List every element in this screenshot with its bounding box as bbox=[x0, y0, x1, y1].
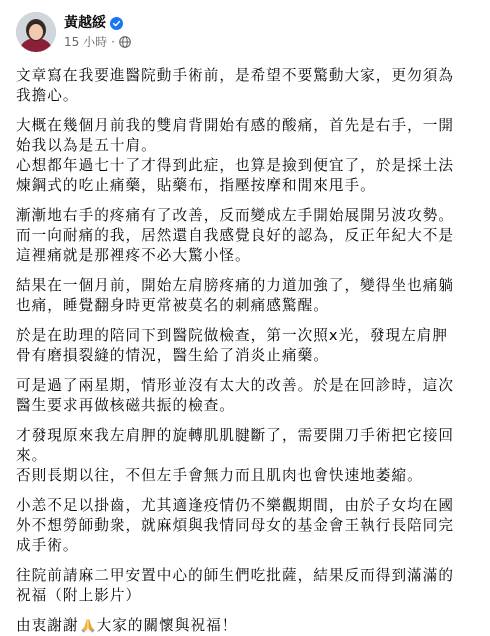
author-avatar[interactable] bbox=[16, 12, 56, 52]
avatar-portrait-icon bbox=[16, 12, 56, 52]
closing-text-after: 大家的關懷與祝福！ bbox=[96, 617, 238, 634]
paragraph-line: 否則長期以往，不但左手會無力而且肌肉也會快速地萎縮。 bbox=[16, 467, 423, 484]
paragraph-line: 往院前請麻二甲安置中心的師生們吃批薩，結果反而得到滿滿的祝福（附上影片） bbox=[16, 567, 455, 604]
paragraph-line: 文章寫在我要進醫院動手術前，是希望不要驚動大家，更勿須為我擔心。 bbox=[16, 67, 455, 104]
paragraph-line: 而一向耐痛的我，居然還自我感覺良好的認為，反正年紀大不是這裡痛就是那裡疼不必大驚小怪。 bbox=[16, 227, 455, 264]
paragraph-line: 於是在助理的陪同下到醫院做檢查，第一次照x光，發現左肩胛骨有磨損裂縫的情況，醫生給了消炎止痛藥。 bbox=[16, 327, 449, 364]
post-paragraph bbox=[16, 566, 462, 606]
post-paragraph bbox=[16, 326, 462, 366]
paragraph-line: 小恙不足以掛齒，尤其適逢疫情仍不樂觀期間，由於子女均在國外不想勞師動衆，就麻煩與我情同母女的基金會王執行長陪同完成手術。 bbox=[16, 497, 455, 554]
paragraph-line: 才發現原來我左肩胛的旋轉肌肌腱斷了，需要開刀手術把它接回來。 bbox=[16, 427, 455, 464]
post-paragraph bbox=[16, 276, 462, 316]
verified-badge-icon bbox=[110, 17, 123, 30]
paragraph-line: 漸漸地右手的疼痛有了改善，反而變成左手開始展開另波攻勢。 bbox=[16, 207, 455, 224]
paragraph-line: 結果在一個月前，開始左肩膀疼痛的力道加強了，變得坐也痛躺也痛，睡覺翻身時更常被莫名的刺痛感驚醒。 bbox=[16, 277, 455, 314]
globe-icon[interactable] bbox=[119, 36, 131, 48]
post-paragraph bbox=[16, 496, 462, 556]
meta-separator: · bbox=[111, 35, 115, 49]
paragraph-line: 大概在幾個月前我的雙肩背開始有感的酸痛，首先是右手，一開始我以為是五十肩。 bbox=[16, 117, 455, 154]
post-meta bbox=[64, 12, 131, 52]
post-closing bbox=[16, 616, 462, 636]
paragraph-line: 可是過了兩星期，情形並沒有太大的改善。於是在回診時，這次醫生要求再做核磁共振的檢查。 bbox=[16, 377, 455, 414]
paragraph-line: 心想都年過七十了才得到此症，也算是撿到便宜了，於是採土法煉鋼式的吃止痛藥，貼藥布，指壓按摩和閒來甩手。 bbox=[16, 157, 455, 194]
post-header bbox=[16, 12, 474, 56]
folded-hands-icon bbox=[80, 617, 96, 633]
post-paragraph bbox=[16, 376, 462, 416]
post-paragraph bbox=[16, 66, 462, 106]
post-paragraph bbox=[16, 206, 462, 266]
post-paragraph bbox=[16, 116, 462, 196]
post-paragraph bbox=[16, 426, 462, 486]
post-timestamp[interactable]: 15 小時 bbox=[64, 35, 108, 49]
closing-text-before: 由衷謝謝 bbox=[16, 617, 79, 634]
author-name[interactable]: 黃越綏 bbox=[64, 15, 106, 31]
